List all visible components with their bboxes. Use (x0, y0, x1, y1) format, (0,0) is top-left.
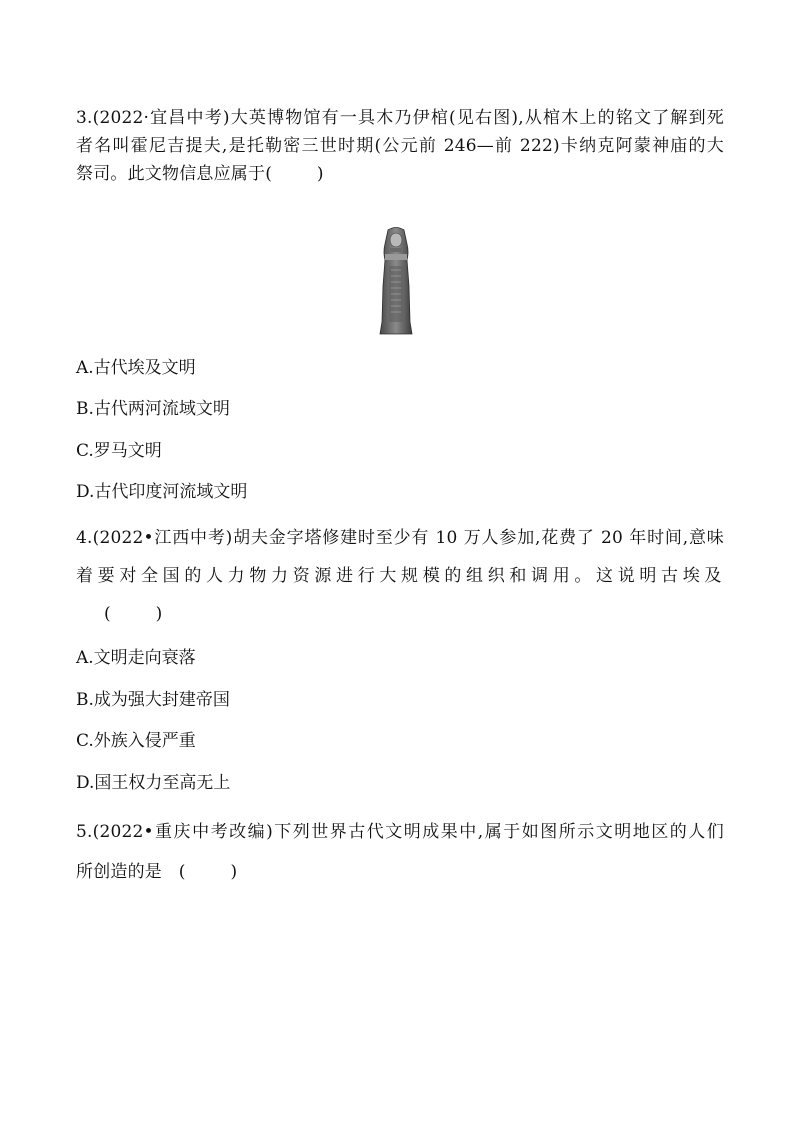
question-4-stem (76, 519, 724, 633)
mummy-coffin-image (374, 226, 418, 336)
question-3-option-c[interactable]: C.罗马文明 (76, 441, 162, 461)
question-5-line-2: 所创造的是 ( ) (76, 862, 238, 882)
question-4-option-b[interactable]: B.成为强大封建帝国 (76, 690, 230, 710)
question-3-line-1: 3.(2022·宜昌中考)大英博物馆有一具木乃伊棺(见右图),从棺木上的铭文了解到死 (76, 108, 724, 128)
question-4-line-2: 着要对全国的人力物力资源进行大规模的组织和调用。这说明古埃及 (76, 566, 724, 586)
question-4-line-1: 4.(2022•江西中考)胡夫金字塔修建时至少有 10 万人参加,花费了 20 年时间,意味 (76, 528, 724, 548)
question-3-stem (76, 104, 724, 188)
question-3-line-3: 祭司。此文物信息应属于( ) (76, 164, 324, 184)
question-4-option-a[interactable]: A.文明走向衰落 (76, 648, 196, 668)
question-3-option-a[interactable]: A.古代埃及文明 (76, 358, 196, 378)
question-3-option-b[interactable]: B.古代两河流域文明 (76, 399, 230, 419)
question-4-option-d[interactable]: D.国王权力至高无上 (76, 773, 231, 793)
question-4-option-c[interactable]: C.外族入侵严重 (76, 731, 196, 751)
question-5-stem (76, 812, 724, 892)
question-5-line-1: 5.(2022•重庆中考改编)下列世界古代文明成果中,属于如图所示文明地区的人们 (76, 822, 724, 842)
question-3-option-d[interactable]: D.古代印度河流域文明 (76, 482, 248, 502)
question-4-line-3: ( ) (76, 604, 163, 624)
question-3-line-2: 者名叫霍尼吉提夫,是托勒密三世时期(公元前 246—前 222)卡纳克阿蒙神庙的大 (76, 136, 724, 156)
